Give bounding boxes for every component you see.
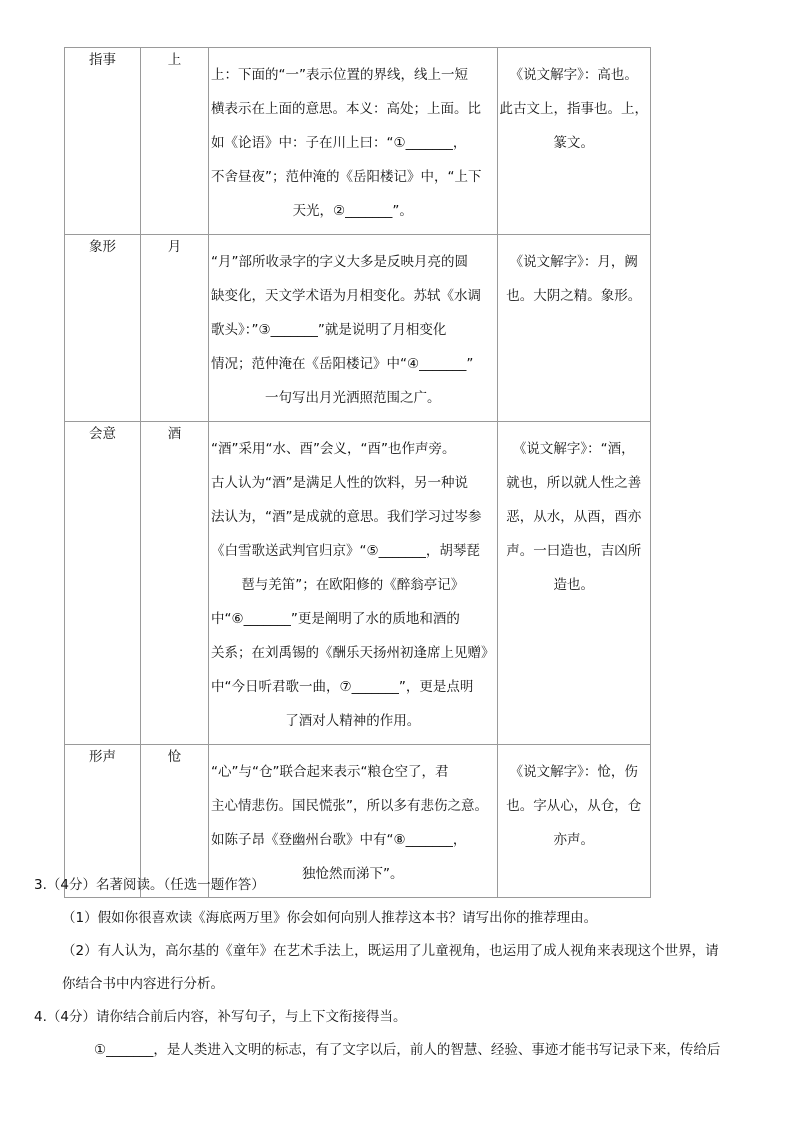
explanation-line: “心”与“仓”联合起来表示“粮仓空了，君 <box>211 764 449 780</box>
explanation-line: 关系；在刘禹锡的《酬乐天扬州初逢席上见赠》 <box>211 645 495 661</box>
explanation-line: 情况；范仲淹在《岳阳楼记》中“④_______” <box>211 356 474 372</box>
shuowen-line: 声。一曰造也，吉凶所 <box>506 543 642 559</box>
explanation-line: 不舍昼夜”；范仲淹的《岳阳楼记》中，“上下 <box>211 169 482 185</box>
question-4-title: 4.（4分）请你结合前后内容，补写句子，与上下文衔接得当。 <box>34 1009 407 1025</box>
explanation-line: 一句写出月光洒照范围之广。 <box>265 390 441 406</box>
explanation-line: “月”部所收录字的字义大多是反映月亮的圆 <box>211 254 468 270</box>
shuowen-line: 也。大阴之精。象形。 <box>506 288 642 304</box>
shuowen-line: 《说文解字》：“酒， <box>512 441 635 457</box>
char-cell: 上 <box>141 48 209 235</box>
question-3-item-1: （1）假如你很喜欢读《海底两万里》你会如何向别人推荐这本书？请写出你的推荐理由。 <box>62 910 598 926</box>
explanation-line: 横表示在上面的意思。本义：高处；上面。比 <box>211 101 481 117</box>
explanation-line: “酒”采用“水、酉”会义，“酉”也作声旁。 <box>211 441 456 457</box>
explanation-cell <box>209 48 498 235</box>
shuowen-line: 也。字从心，从仓，仓 <box>506 798 642 814</box>
explanation-line: 古人认为“酒”是满足人性的饮料，另一种说 <box>211 475 468 491</box>
type-cell: 形声 <box>65 745 141 898</box>
shuowen-line: 就也，所以就人性之善 <box>506 475 642 491</box>
type-cell: 象形 <box>65 235 141 422</box>
questions-section <box>34 869 760 1067</box>
shuowen-line: 篆文。 <box>553 135 594 151</box>
explanation-cell <box>209 422 498 745</box>
table-row <box>65 235 651 422</box>
char-cell: 月 <box>141 235 209 422</box>
explanation-line: 《白雪歌送武判官归京》“⑤_______，胡琴琵 <box>211 543 480 559</box>
explanation-cell <box>209 235 498 422</box>
shuowen-cell <box>497 235 651 422</box>
shuowen-line: 《说文解字》：怆，伤 <box>509 764 638 780</box>
explanation-line: 天光，②_______”。 <box>292 203 413 219</box>
explanation-line: 缺变化，天文学术语为月相变化。苏轼《水调 <box>211 288 481 304</box>
shuowen-line: 恶，从水，从酉，酉亦 <box>506 509 642 525</box>
shuowen-line: 《说文解字》：高也。 <box>509 67 638 83</box>
explanation-line: 法认为，“酒”是成就的意思。我们学习过岑参 <box>211 509 482 525</box>
shuowen-line: 造也。 <box>553 577 594 593</box>
question-4-line: ①_______，是人类进入文明的标志，有了文字以后，前人的智慧、经验、事迹才能书写记录下来，传给后 <box>94 1042 721 1058</box>
explanation-line: 中“今日听君歌一曲，⑦_______”，更是点明 <box>211 679 474 695</box>
shuowen-line: 亦声。 <box>553 832 594 848</box>
explanation-line: 如《论语》中：子在川上曰：“①_______， <box>211 135 467 151</box>
char-cell: 酒 <box>141 422 209 745</box>
explanation-line: 如陈子昂《登幽州台歌》中有“⑧_______， <box>211 832 467 848</box>
question-3-title: 3.（4分）名著阅读。（任选一题作答） <box>34 877 265 893</box>
explanation-line: 独怆然而涕下”。 <box>302 866 404 882</box>
type-cell: 会意 <box>65 422 141 745</box>
shuowen-line: 此古文上，指事也。上， <box>499 101 648 117</box>
char-cell: 怆 <box>141 745 209 898</box>
shuowen-cell <box>497 48 651 235</box>
table-row <box>65 48 651 235</box>
explanation-line: 中“⑥_______”更是阐明了水的质地和酒的 <box>211 611 460 627</box>
type-cell: 指事 <box>65 48 141 235</box>
explanation-line: 主心情悲伤。国民慌张”，所以多有悲伤之意。 <box>211 798 488 814</box>
character-table <box>64 47 651 898</box>
shuowen-cell <box>497 422 651 745</box>
explanation-line: 琶与羌笛”；在欧阳修的《醉翁亭记》 <box>241 577 465 593</box>
question-3-item-2-cont: 你结合书中内容进行分析。 <box>62 976 224 992</box>
explanation-line: 歌头》：”③_______”就是说明了月相变化 <box>211 322 447 338</box>
table-row <box>65 422 651 745</box>
shuowen-line: 《说文解字》：月，阙 <box>509 254 638 270</box>
question-3-item-2: （2）有人认为，高尔基的《童年》在艺术手法上，既运用了儿童视角，也运用了成人视角来表现这个世界，请 <box>62 943 719 959</box>
explanation-line: 了酒对人精神的作用。 <box>285 713 421 729</box>
explanation-line: 上：下面的“一”表示位置的界线，线上一短 <box>211 67 468 83</box>
